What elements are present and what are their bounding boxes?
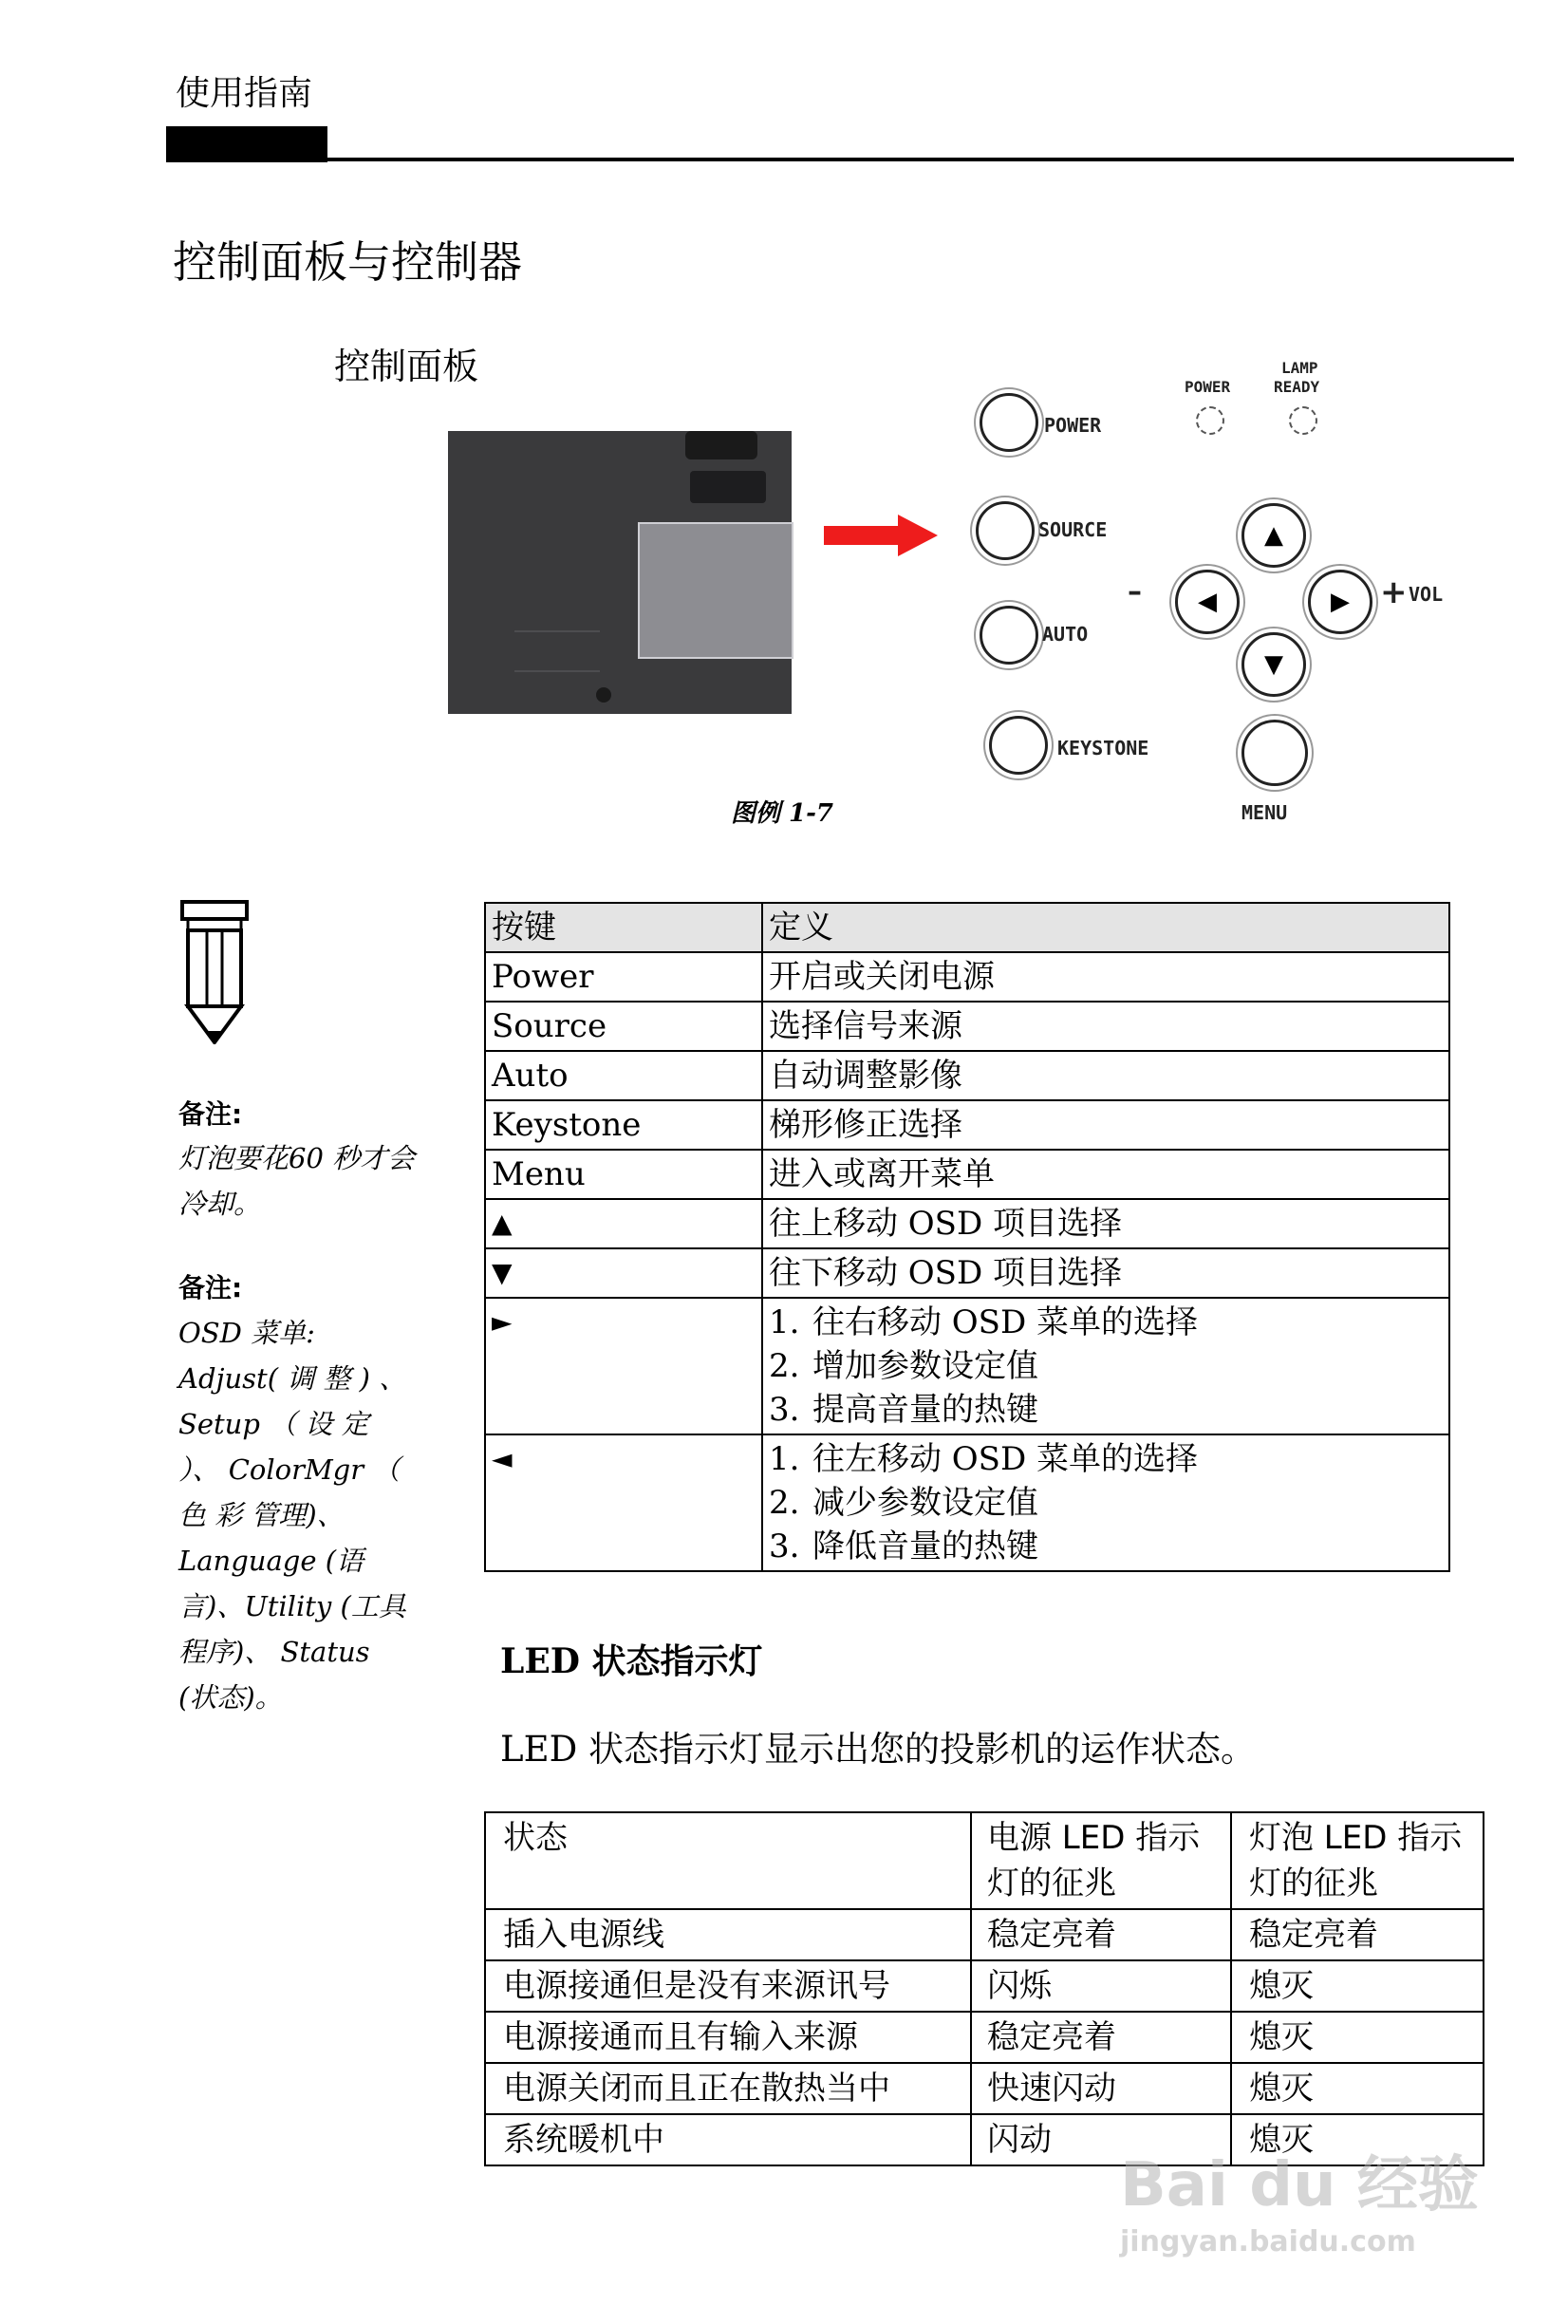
table-header-cell: 电源 LED 指示灯的征兆	[971, 1812, 1231, 1909]
definition-cell: 梯形修正选择	[762, 1100, 1449, 1150]
definition-cell: 选择信号来源	[762, 1002, 1449, 1051]
power-button-label: POWER	[1044, 414, 1102, 437]
definition-cell	[762, 1434, 1449, 1571]
table-row	[485, 2012, 1484, 2063]
key-cell: Auto	[485, 1051, 762, 1100]
table-header-cell: 灯泡 LED 指示灯的征兆	[1231, 1812, 1484, 1909]
table-row	[485, 1100, 1449, 1150]
key-cell-up: ▲	[485, 1199, 762, 1248]
source-button[interactable]	[976, 501, 1035, 560]
list-number: 3.	[769, 1391, 800, 1429]
lamp-led-cell: 熄灭	[1231, 2063, 1484, 2114]
source-button-label: SOURCE	[1038, 518, 1108, 541]
list-number: 1.	[769, 1303, 800, 1341]
right-button[interactable]	[1308, 570, 1372, 634]
projector-lens	[685, 431, 757, 459]
definition-list-item	[769, 1525, 1443, 1568]
vol-minus-sign: –	[1128, 575, 1142, 609]
projector-panel-highlight	[638, 522, 793, 659]
section-title: 控制面板与控制器	[173, 236, 522, 288]
lamp-led-cell: 熄灭	[1231, 2114, 1484, 2165]
led-status-table	[484, 1811, 1484, 2166]
left-arrow-icon: ◀	[1198, 588, 1217, 616]
keys-table	[484, 902, 1450, 1572]
key-cell-right: ►	[485, 1298, 762, 1434]
key-cell-left: ◄	[485, 1434, 762, 1571]
figure-caption: 图例 1-7	[731, 799, 834, 828]
down-arrow-icon: ▼	[1264, 650, 1283, 679]
definition-cell	[762, 1298, 1449, 1434]
down-button[interactable]	[1241, 632, 1306, 697]
projector-foot	[596, 687, 611, 703]
table-header-cell: 按键	[485, 903, 762, 952]
note-text-osd-menu: OSD 菜单: Adjust( 调 整 ) 、 Setup （ 设 定 ）、 ColorMgr （ 色 彩 管理)、Language (语言)、Utility (工具程序)、 Status (状态)。	[178, 1317, 407, 1714]
lamp-led-cell: 稳定亮着	[1231, 1909, 1484, 1960]
definition-list-item	[769, 1344, 1443, 1388]
table-row	[485, 1199, 1449, 1248]
status-cell: 插入电源线	[485, 1909, 971, 1960]
table-header-row	[485, 903, 1449, 952]
note-heading: 备注:	[178, 1098, 243, 1130]
table-row	[485, 1248, 1449, 1298]
menu-button-label: MENU	[1241, 801, 1288, 824]
table-row	[485, 1909, 1484, 1960]
list-text: 往左移动 OSD 菜单的选择	[812, 1440, 1199, 1478]
definition-list-item	[769, 1388, 1443, 1432]
projector-grille	[514, 630, 600, 672]
red-arrow-icon	[824, 515, 938, 556]
key-cell-down: ▼	[485, 1248, 762, 1298]
table-row	[485, 1434, 1449, 1571]
table-row	[485, 2063, 1484, 2114]
status-cell: 系统暖机中	[485, 2114, 971, 2165]
list-number: 3.	[769, 1527, 800, 1565]
table-row	[485, 952, 1449, 1002]
key-cell: Source	[485, 1002, 762, 1051]
table-row	[485, 1051, 1449, 1100]
list-number: 2.	[769, 1484, 800, 1522]
projector-sensor	[690, 471, 766, 503]
table-row	[485, 1150, 1449, 1199]
definition-list-item	[769, 1437, 1443, 1481]
led-section-title: LED 状态指示灯	[500, 1641, 763, 1681]
keystone-button[interactable]	[989, 716, 1048, 775]
left-button[interactable]	[1175, 570, 1240, 634]
definition-cell: 自动调整影像	[762, 1051, 1449, 1100]
status-cell: 电源关闭而且正在散热当中	[485, 2063, 971, 2114]
control-panel-diagram	[964, 359, 1452, 822]
status-cell: 电源接通但是没有来源讯号	[485, 1960, 971, 2012]
key-cell: Menu	[485, 1150, 762, 1199]
list-text: 增加参数设定值	[812, 1347, 1038, 1385]
page-header-title: 使用指南	[176, 74, 313, 113]
key-cell: Keystone	[485, 1100, 762, 1150]
vol-plus-sign: +	[1380, 573, 1408, 611]
list-number: 1.	[769, 1440, 800, 1478]
lamp-led-indicator	[1289, 406, 1317, 435]
list-number: 2.	[769, 1347, 800, 1385]
auto-button-label: AUTO	[1042, 623, 1089, 646]
list-text: 减少参数设定值	[812, 1484, 1038, 1522]
lamp-led-label-line2: READY	[1274, 378, 1320, 396]
baidu-watermark-url: jingyan.baidu.com	[1120, 2225, 1416, 2258]
definition-cell: 进入或离开菜单	[762, 1150, 1449, 1199]
power-led-cell: 闪烁	[971, 1960, 1231, 2012]
definition-list-item	[769, 1301, 1443, 1344]
power-led-indicator	[1196, 406, 1224, 435]
table-row	[485, 1960, 1484, 2012]
lamp-led-label-line1: LAMP	[1281, 359, 1318, 377]
led-section-description: LED 状态指示灯显示出您的投影机的运作状态。	[500, 1729, 1257, 1770]
power-led-cell: 稳定亮着	[971, 1909, 1231, 1960]
projector-photo	[448, 431, 792, 714]
definition-cell: 往下移动 OSD 项目选择	[762, 1248, 1449, 1298]
baidu-watermark: Bai du 经验	[1120, 2150, 1479, 2221]
list-text: 提高音量的热键	[812, 1391, 1038, 1429]
up-button[interactable]	[1241, 503, 1306, 568]
definition-cell: 往上移动 OSD 项目选择	[762, 1199, 1449, 1248]
status-cell: 电源接通而且有输入来源	[485, 2012, 971, 2063]
power-led-cell: 快速闪动	[971, 2063, 1231, 2114]
lamp-led-cell: 熄灭	[1231, 1960, 1484, 2012]
up-arrow-icon: ▲	[1264, 521, 1283, 550]
key-cell: Power	[485, 952, 762, 1002]
power-led-cell: 闪动	[971, 2114, 1231, 2165]
list-text: 降低音量的热键	[812, 1527, 1038, 1565]
table-row	[485, 1298, 1449, 1434]
vol-label: VOL	[1409, 583, 1444, 606]
definition-cell: 开启或关闭电源	[762, 952, 1449, 1002]
right-arrow-icon: ▶	[1331, 588, 1350, 616]
keystone-button-label: KEYSTONE	[1057, 737, 1149, 759]
power-led-cell: 稳定亮着	[971, 2012, 1231, 2063]
note-text-lamp-cooling: 灯泡要花60 秒才会冷却。	[178, 1142, 416, 1220]
header-rule	[166, 158, 1514, 161]
menu-button[interactable]	[1241, 720, 1308, 786]
pencil-note-icon	[178, 900, 254, 1044]
definition-list-item	[769, 1481, 1443, 1525]
table-row	[485, 1002, 1449, 1051]
power-button[interactable]	[980, 393, 1038, 452]
table-header-cell: 定义	[762, 903, 1449, 952]
lamp-led-cell: 熄灭	[1231, 2012, 1484, 2063]
power-led-label: POWER	[1185, 378, 1231, 396]
table-header-cell: 状态	[485, 1812, 971, 1909]
note-heading: 备注:	[178, 1272, 243, 1303]
auto-button[interactable]	[980, 606, 1038, 665]
table-header-row	[485, 1812, 1484, 1909]
list-text: 往右移动 OSD 菜单的选择	[812, 1303, 1199, 1341]
subsection-title: 控制面板	[334, 346, 479, 387]
